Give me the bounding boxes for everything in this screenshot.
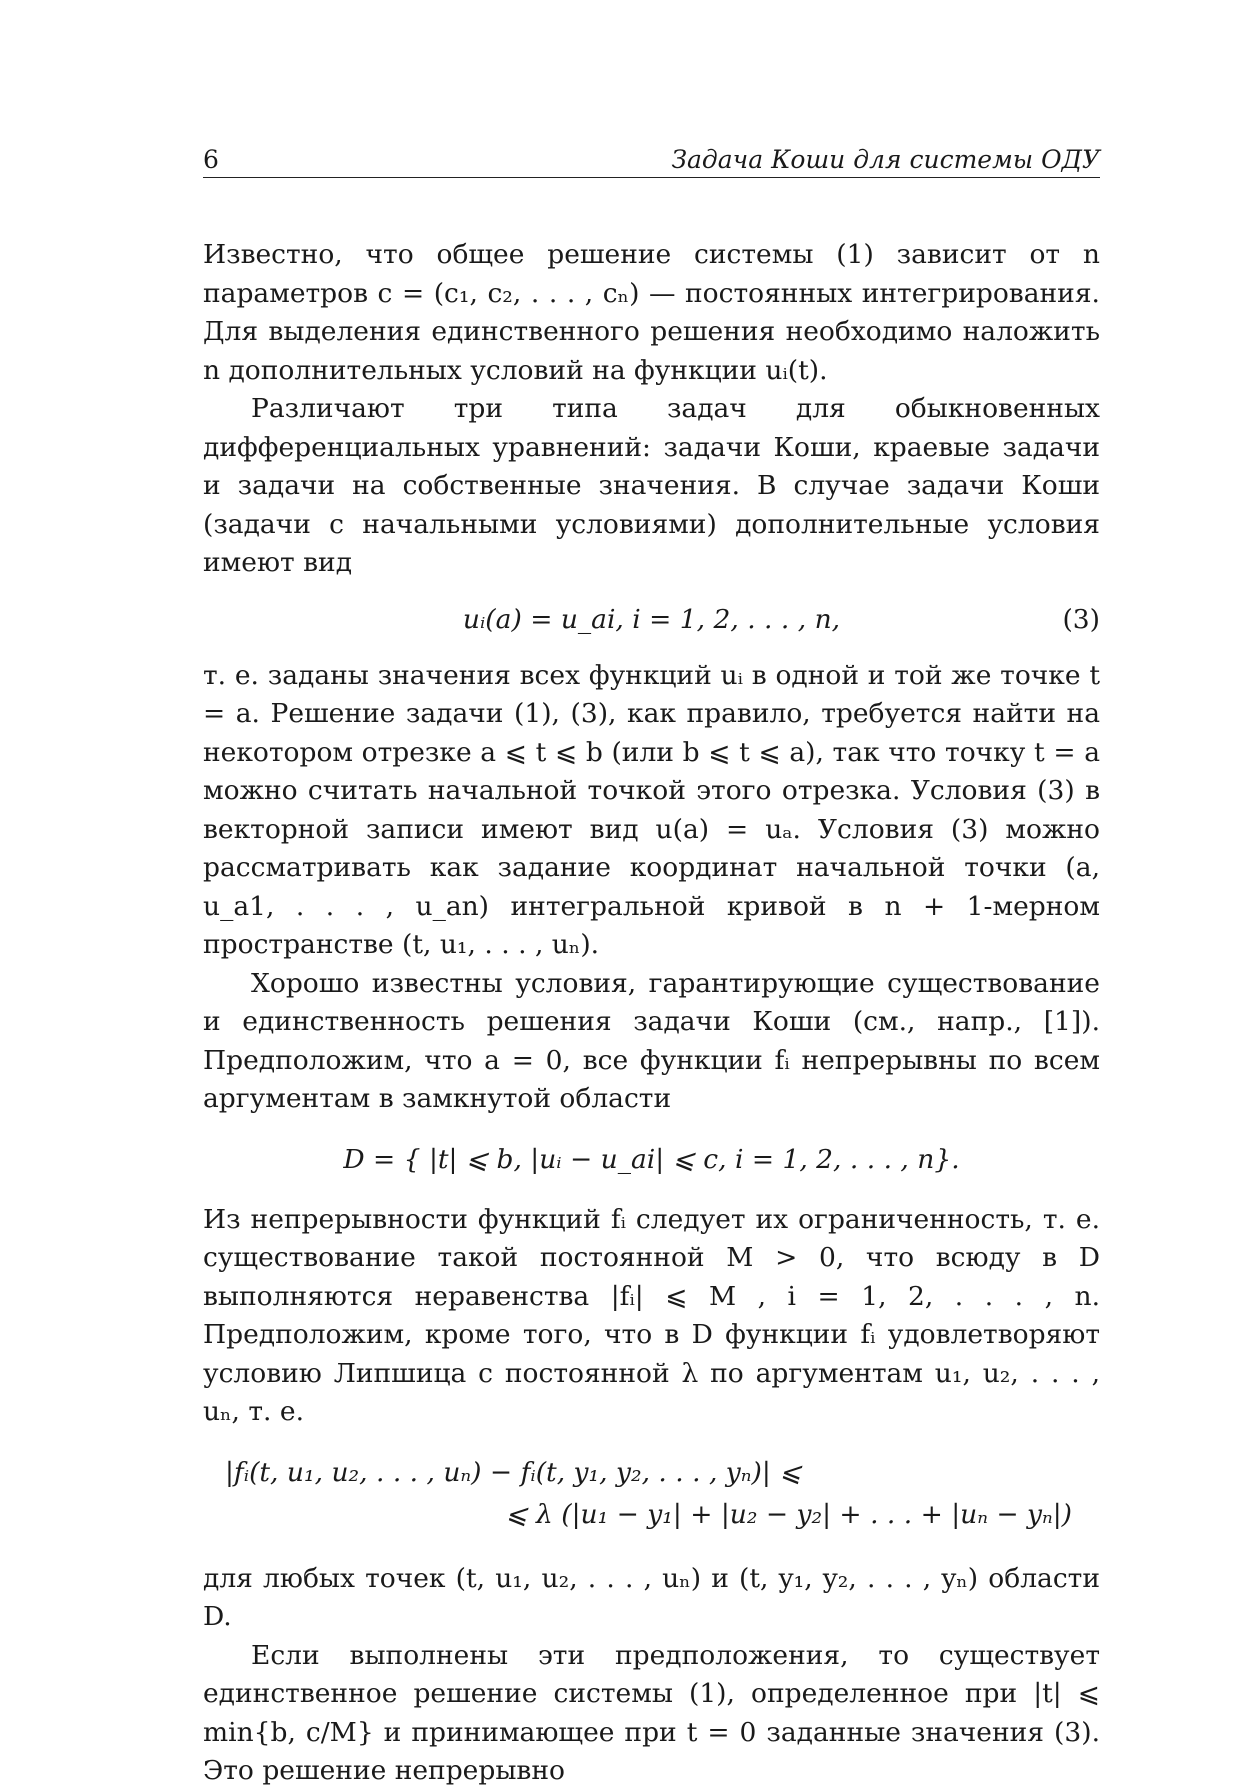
paragraph-1: Известно, что общее решение системы (1) зависит от n параметров c = (c₁, c₂, . . . , cₙ) — постоянных интегрирования. Для выделения единственного решения необходимо наложить n дополнительных условий на функции uᵢ(t). (203, 239, 1100, 386)
equation-3-number: (3) (1062, 603, 1100, 635)
domain-equation (203, 1141, 1100, 1179)
paragraph-7: Если выполнены эти предположения, то существует единственное решение системы (1), определенное при |t| ⩽ min{b, c/M} и принимающее при t = 0 заданные значения (3). Это решение непрерывно (203, 1639, 1100, 1786)
paragraph-2: Различают три типа задач для обыкновенных дифференциальных уравнений: задачи Коши, краевые задачи и задачи на собственные значения. В случае задачи Коши (задачи с начальными условиями) дополнительные условия имеют вид (203, 393, 1100, 578)
paragraph-6: для любых точек (t, u₁, u₂, . . . , uₙ) и (t, y₁, y₂, . . . , yₙ) области D. (203, 1562, 1100, 1632)
domain-formula: D = { |t| ⩽ b, |uᵢ − u_ai| ⩽ c, i = 1, 2, . . . , n}. (343, 1143, 960, 1175)
equation-3-formula: uᵢ(a) = u_ai, i = 1, 2, . . . , n, (462, 603, 841, 635)
lipschitz-inequality (203, 1454, 1100, 1540)
running-header (203, 145, 1100, 178)
paragraph-5: Из непрерывности функций fᵢ следует их ограниченность, т. е. существование такой постоянной M > 0, что всюду в D выполняются неравенства |fᵢ| ⩽ M , i = 1, 2, . . . , n. Предположим, кроме того, что в D функции fᵢ удовлетворяют условию Липшица с постоянной λ по аргументам u₁, u₂, . . . , uₙ, т. е. (203, 1203, 1100, 1427)
lipschitz-line-1: |fᵢ(t, u₁, u₂, . . . , uₙ) − fᵢ(t, y₁, y₂, . . . , yₙ)| ⩽ (225, 1456, 802, 1488)
page-body (203, 236, 1100, 1791)
paragraph-3: т. е. заданы значения всех функций uᵢ в одной и той же точке t = a. Решение задачи (1), (3), как правило, требуется найти на некотором отрезке a ⩽ t ⩽ b (или b ⩽ t ⩽ a), так что точку t = a можно считать начальной точкой этого отрезка. Условия (3) в векторной записи имеют вид u(a) = uₐ. Условия (3) можно рассматривать как задание координат начальной точки (a, u_a1, . . . , u_an) интегральной кривой в n + 1-мерном пространстве (t, u₁, . . . , uₙ). (203, 659, 1100, 960)
paragraph-4: Хорошо известны условия, гарантирующие существование и единственность решения задачи Коши (см., напр., [1]). Предположим, что a = 0, все функции fᵢ непрерывны по всем аргументам в замкнутой области (203, 967, 1100, 1114)
page-number: 6 (203, 145, 219, 174)
equation-3 (203, 601, 1100, 639)
lipschitz-line-2: ⩽ λ (|u₁ − y₁| + |u₂ − y₂| + . . . + |uₙ − yₙ|) (505, 1498, 1072, 1530)
running-title: Задача Коши для системы ОДУ (671, 145, 1100, 174)
